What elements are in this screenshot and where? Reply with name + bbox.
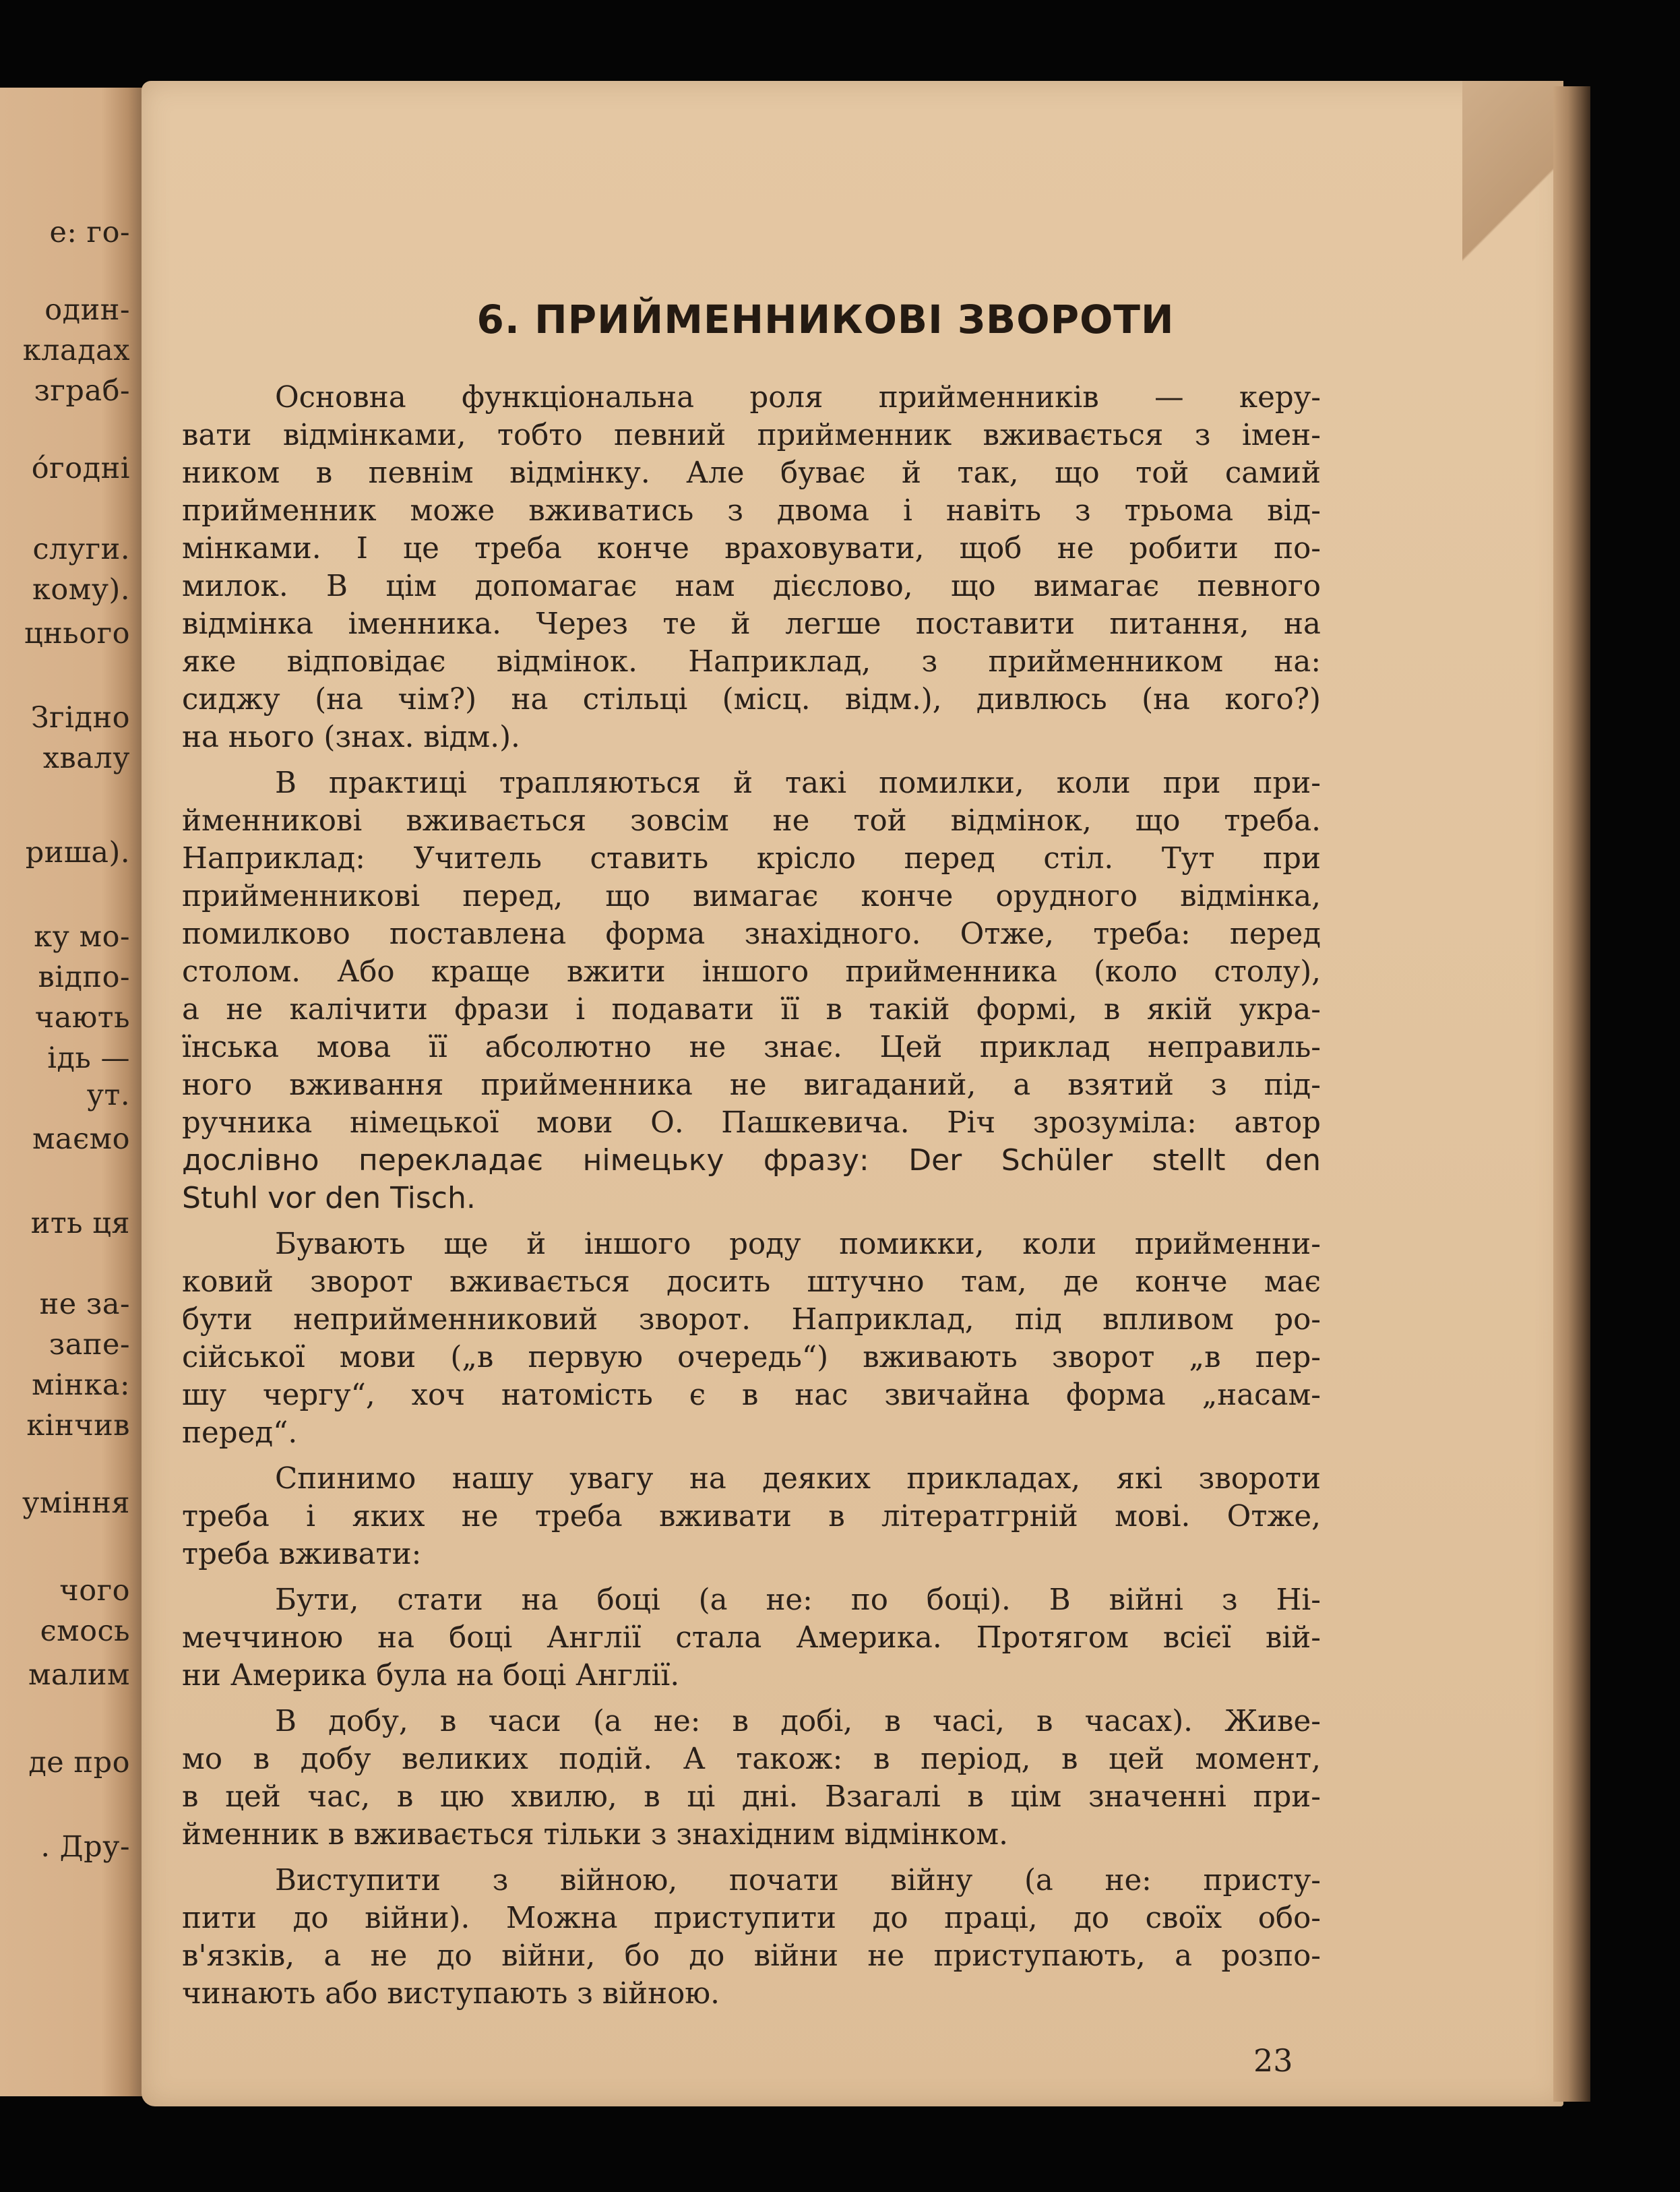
text-line: Stuhl vor den Tisch. bbox=[182, 1181, 476, 1215]
left-page-line: хвалу bbox=[42, 741, 130, 775]
left-page-line: маємо bbox=[32, 1122, 130, 1156]
text-line: ни Америка була на боці Англії. bbox=[182, 1659, 680, 1693]
text-line: В добу, в часи (а не: в добі, в часі, в часах). Живе- bbox=[275, 1705, 1321, 1738]
left-page-line: де про bbox=[28, 1746, 130, 1779]
left-page-line: Згідно bbox=[30, 701, 130, 735]
text-line: В практиці трапляються й такі помилки, коли при при- bbox=[275, 766, 1321, 800]
text-line: прийменникові перед, що вимагає конче орудного відмінка, bbox=[182, 880, 1321, 913]
text-line: прийменник може вживатись з двома і навіть з трьома від- bbox=[182, 494, 1321, 528]
text-line: Бути, стати на боці (а не: по боці). В війні з Ні- bbox=[275, 1583, 1321, 1617]
left-page-line: ідь — bbox=[47, 1041, 130, 1075]
text-line: перед“. bbox=[182, 1416, 298, 1450]
left-page-line: один- bbox=[44, 293, 130, 327]
page-edge bbox=[1553, 86, 1590, 2102]
text-line: бути неприйменниковий зворот. Наприклад, під впливом ро- bbox=[182, 1303, 1321, 1337]
text-line: сиджу (на чім?) на стільці (місц. відм.), дивлюсь (на кого?) bbox=[182, 683, 1321, 717]
text-line: ного вживання прийменника не вигаданий, а взятий з під- bbox=[182, 1068, 1321, 1102]
left-page-line: . Дру- bbox=[40, 1830, 130, 1864]
left-page-line: мінка: bbox=[32, 1368, 130, 1402]
left-page-line: ку мо- bbox=[34, 920, 130, 954]
text-line: Бувають ще й іншого роду помикки, коли прийменни- bbox=[275, 1227, 1321, 1261]
left-page-line: відпо- bbox=[38, 961, 130, 994]
left-page-line: запе- bbox=[49, 1328, 130, 1362]
text-line: в'язків, а не до війни, бо до війни не приступають, а розпо- bbox=[182, 1939, 1321, 1973]
left-page-line: зграб- bbox=[34, 374, 130, 408]
text-line: відмінка іменника. Через те й легше поставити питання, на bbox=[182, 607, 1321, 641]
left-page-line: чають bbox=[34, 1001, 130, 1035]
left-page-line: риша). bbox=[25, 836, 130, 870]
text-line: Виступити з війною, почати війну (а не: присту- bbox=[275, 1864, 1321, 1897]
text-line: чинають або виступають з війною. bbox=[182, 1977, 720, 2011]
text-line: милок. В цім допомагає нам дієслово, що вимагає певного bbox=[182, 570, 1321, 603]
page-number: 23 bbox=[1253, 2042, 1293, 2079]
left-page-fragment bbox=[0, 88, 145, 2096]
left-page-line: кінчив bbox=[26, 1409, 130, 1442]
text-line: їнська мова її абсолютно не знає. Цей приклад неправиль- bbox=[182, 1031, 1321, 1064]
body-text bbox=[182, 379, 1321, 2013]
text-line: Основна функціональна роля прийменників — керу- bbox=[275, 381, 1321, 415]
folded-corner bbox=[1462, 81, 1563, 303]
text-line: пити до війни). Можна приступити до праці, до своїх обо- bbox=[182, 1901, 1321, 1935]
text-line: мо в добу великих подій. А також: в період, в цей момент, bbox=[182, 1742, 1321, 1776]
text-line: Спинимо нашу увагу на деяких прикладах, які звороти bbox=[275, 1462, 1321, 1496]
left-page-line: ить ця bbox=[30, 1207, 130, 1240]
left-page-line: чого bbox=[59, 1574, 130, 1608]
text-line: ручника німецької мови О. Пашкевича. Річ зрозуміла: автор bbox=[182, 1106, 1321, 1140]
text-line: помилково поставлена форма знахідного. Отже, треба: перед bbox=[182, 917, 1321, 951]
text-line: яке відповідає відмінок. Наприклад, з прийменником на: bbox=[182, 645, 1321, 679]
text-line: ником в певнім відмінку. Але буває й так, що той самий bbox=[182, 456, 1321, 490]
text-line: Наприклад: Учитель ставить крісло перед стіл. Тут при bbox=[182, 842, 1321, 876]
left-page-line: кому). bbox=[32, 573, 130, 607]
left-page-line: óгодні bbox=[31, 452, 130, 485]
text-line: шу чергу“, хоч натомість є в нас звичайна форма „насам- bbox=[182, 1378, 1321, 1412]
text-line: треба і яких не треба вживати в літератгрній мові. Отже, bbox=[182, 1500, 1321, 1533]
left-page-line: ут. bbox=[86, 1078, 130, 1112]
left-page-line: цнього bbox=[24, 617, 130, 650]
text-line: мінками. І це треба конче враховувати, щоб не робити по- bbox=[182, 532, 1321, 566]
left-page-line: малим bbox=[28, 1658, 130, 1692]
text-line: в цей час, в цю хвилю, в ці дні. Взагалі в цім значенні при- bbox=[182, 1780, 1321, 1814]
text-line: дослівно перекладає німецьку фразу: Der Schüler stellt den bbox=[182, 1143, 1321, 1178]
text-line: треба вживати: bbox=[182, 1538, 422, 1571]
left-page-line: слуги. bbox=[32, 532, 130, 566]
left-page-line: ємось bbox=[40, 1614, 130, 1648]
left-page-line: не за- bbox=[39, 1287, 130, 1321]
text-line: йменник в вживається тільки з знахідним відмінком. bbox=[182, 1818, 1008, 1852]
text-line: вати відмінками, тобто певний прийменник вживається з імен- bbox=[182, 419, 1321, 452]
text-line: ковий зворот вживається досить штучно там, де конче має bbox=[182, 1265, 1321, 1299]
text-line: меччиною на боці Англії стала Америка. Протягом всієї вій- bbox=[182, 1621, 1321, 1655]
book-page bbox=[142, 81, 1563, 2106]
text-line: а не калічити фрази і подавати її в такій формі, в якій укра- bbox=[182, 993, 1321, 1027]
left-page-line: уміння bbox=[22, 1486, 130, 1520]
text-line: йменникові вживається зовсім не той відмінок, що треба. bbox=[182, 804, 1321, 838]
left-page-line: е: го- bbox=[49, 216, 130, 249]
section-title: 6. ПРИЙМЕННИКОВІ ЗВОРОТИ bbox=[476, 297, 1175, 342]
text-line: сійської мови („в первую очередь“) вживають зворот „в пер- bbox=[182, 1341, 1321, 1374]
text-line: столом. Або краще вжити іншого прийменника (коло столу), bbox=[182, 955, 1321, 989]
text-line: на нього (знах. відм.). bbox=[182, 721, 520, 754]
left-page-line: кладах bbox=[22, 334, 130, 367]
